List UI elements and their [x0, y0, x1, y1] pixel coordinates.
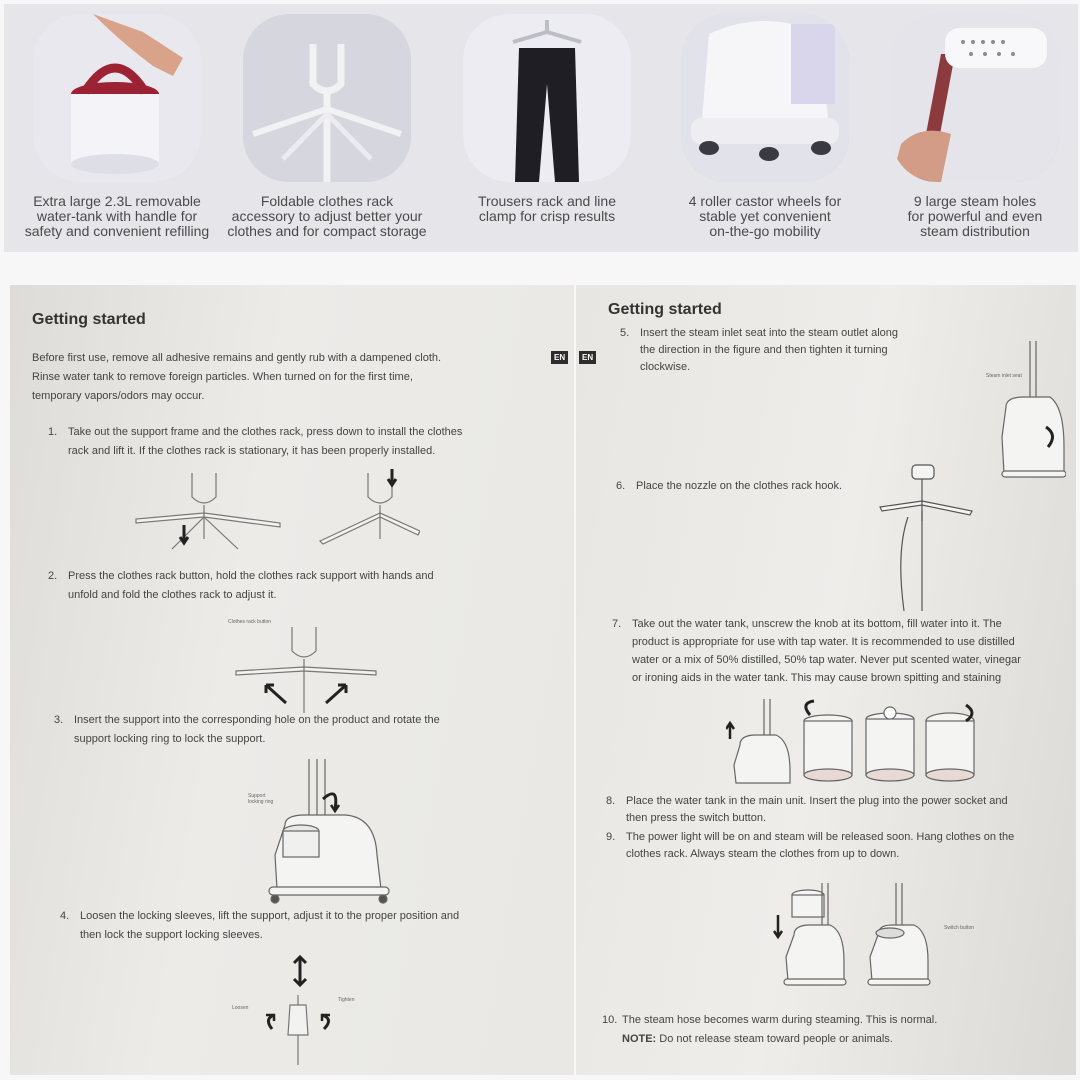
step-6-figure — [878, 461, 978, 611]
clothes-rack-icon — [243, 14, 411, 182]
step-number: 10. — [602, 1014, 618, 1026]
step-text: then lock the support locking sleeves. — [80, 929, 263, 941]
step-2 — [48, 567, 548, 605]
manual-page-right — [576, 285, 1076, 1075]
step-text: Loosen the locking sleeves, lift the support, adjust it to the proper position and — [80, 910, 460, 922]
water-tank-icon — [33, 14, 201, 182]
step-8-9-figure — [770, 881, 950, 995]
feature-strip — [4, 4, 1078, 252]
language-tag: EN — [551, 351, 568, 364]
step-text: then press the switch button. — [626, 812, 767, 824]
note-label: NOTE: — [622, 1033, 657, 1045]
step-3-figure — [265, 755, 395, 905]
step-text: the direction in the figure and then tighten it turning — [640, 344, 888, 356]
step-text: rack and lift it. If the clothes rack is stationary, it has been properly installed. — [68, 445, 436, 457]
figure-label: Tighten — [338, 997, 355, 1003]
figure-label-line: Support — [248, 793, 266, 799]
step-text: Insert the support into the corresponding hole on the product and rotate the — [74, 714, 440, 726]
step-text: clothes rack. Always steam the clothes from up to down. — [626, 848, 900, 860]
steam-nozzle-icon — [891, 14, 1059, 182]
feature-caption-line: clamp for crisp results — [478, 208, 616, 224]
step-7-figure — [726, 695, 976, 791]
figure-label-line: locking ring — [248, 799, 274, 805]
feature-caption-line: on-the-go mobility — [709, 223, 821, 239]
feature-steam-holes — [870, 14, 1080, 239]
feature-castor-wheels — [660, 14, 870, 239]
feature-caption-line: stable yet convenient — [699, 208, 831, 224]
step-number: 3. — [54, 714, 64, 726]
step-5 — [620, 325, 950, 376]
page-heading: Getting started — [608, 301, 722, 318]
step-number: 2. — [48, 570, 58, 582]
intro-line: Rinse water tank to remove foreign particles. When turned on for the first time, — [32, 371, 413, 383]
step-text: Take out the support frame and the clothes rack, press down to install the clothes — [68, 426, 463, 438]
feature-caption-line: Extra large 2.3L removable — [33, 193, 201, 209]
manual-page-left — [10, 285, 574, 1075]
step-number: 9. — [606, 831, 616, 843]
castor-wheels-icon — [681, 14, 849, 182]
step-number: 8. — [606, 795, 616, 807]
note-text: Do not release steam toward people or animals. — [659, 1033, 893, 1045]
step-3 — [54, 711, 554, 749]
step-7 — [612, 615, 1072, 687]
trousers-icon — [463, 14, 631, 182]
step-text: Press the clothes rack button, hold the clothes rack support with hands and — [68, 570, 434, 582]
step-text: Place the nozzle on the clothes rack hook. — [636, 480, 843, 492]
step-text: Take out the water tank, unscrew the knob at its bottom, fill water into it. The — [632, 618, 1002, 630]
step-2-figure — [230, 623, 380, 713]
feature-water-tank — [12, 14, 222, 239]
page-heading: Getting started — [32, 311, 146, 328]
figure-label: Steam inlet seat — [986, 373, 1022, 379]
feature-caption-line: Foldable clothes rack — [260, 193, 394, 209]
step-text: Place the water tank in the main unit. Insert the plug into the power socket and — [626, 795, 1008, 807]
step-text: clockwise. — [640, 361, 691, 373]
step-text: The power light will be on and steam will be released soon. Hang clothes on the — [626, 831, 1015, 843]
step-4-figure — [250, 955, 350, 1065]
feature-clothes-rack — [222, 14, 432, 239]
step-text: unfold and fold the clothes rack to adjust it. — [68, 589, 277, 601]
step-9 — [606, 829, 1076, 863]
step-text: or ironing aids in the water tank. This may cause brown spitting and staining — [632, 672, 1002, 684]
intro-line: Before first use, remove all adhesive remains and gently rub with a dampened cloth. — [32, 352, 442, 364]
intro-paragraph — [32, 349, 542, 406]
feature-caption-line: 9 large steam holes — [913, 193, 1037, 209]
step-text: support locking ring to lock the support. — [74, 733, 266, 745]
language-tag: EN — [579, 351, 596, 364]
figure-label: Clothes rack button — [228, 619, 272, 625]
step-1-figure — [130, 469, 420, 559]
step-number: 7. — [612, 618, 622, 630]
step-1 — [48, 423, 548, 461]
feature-caption-line: Trousers rack and line — [478, 193, 616, 209]
step-8 — [606, 793, 1076, 827]
feature-caption-line: accessory to adjust better your — [231, 208, 423, 224]
step-text: product is appropriate for use with tap water. It is recommended to use distilled — [632, 636, 1015, 648]
step-number: 4. — [60, 910, 70, 922]
step-10 — [602, 1011, 1072, 1049]
step-text: The steam hose becomes warm during steaming. This is normal. — [622, 1014, 938, 1026]
feature-trousers-rack — [442, 14, 652, 224]
feature-caption-line: clothes and for compact storage — [227, 223, 427, 239]
intro-line: temporary vapors/odors may occur. — [32, 390, 205, 402]
feature-caption-line: safety and convenient refilling — [24, 223, 210, 239]
feature-caption-line: steam distribution — [920, 223, 1030, 239]
feature-caption-line: water-tank with handle for — [36, 208, 198, 224]
step-4 — [60, 907, 560, 945]
step-5-figure — [1000, 337, 1066, 487]
step-number: 1. — [48, 426, 58, 438]
step-number: 6. — [616, 480, 626, 492]
figure-label: Loosen — [232, 1005, 249, 1011]
feature-caption-line: 4 roller castor wheels for — [688, 193, 842, 209]
feature-caption-line: for powerful and even — [907, 208, 1043, 224]
step-text: water or a mix of 50% distilled, 50% tap water. Never put scented water, vinegar — [632, 654, 1021, 666]
step-number: 5. — [620, 327, 630, 339]
figure-label: Switch button — [944, 925, 975, 931]
step-text: Insert the steam inlet seat into the steam outlet along — [640, 327, 899, 339]
